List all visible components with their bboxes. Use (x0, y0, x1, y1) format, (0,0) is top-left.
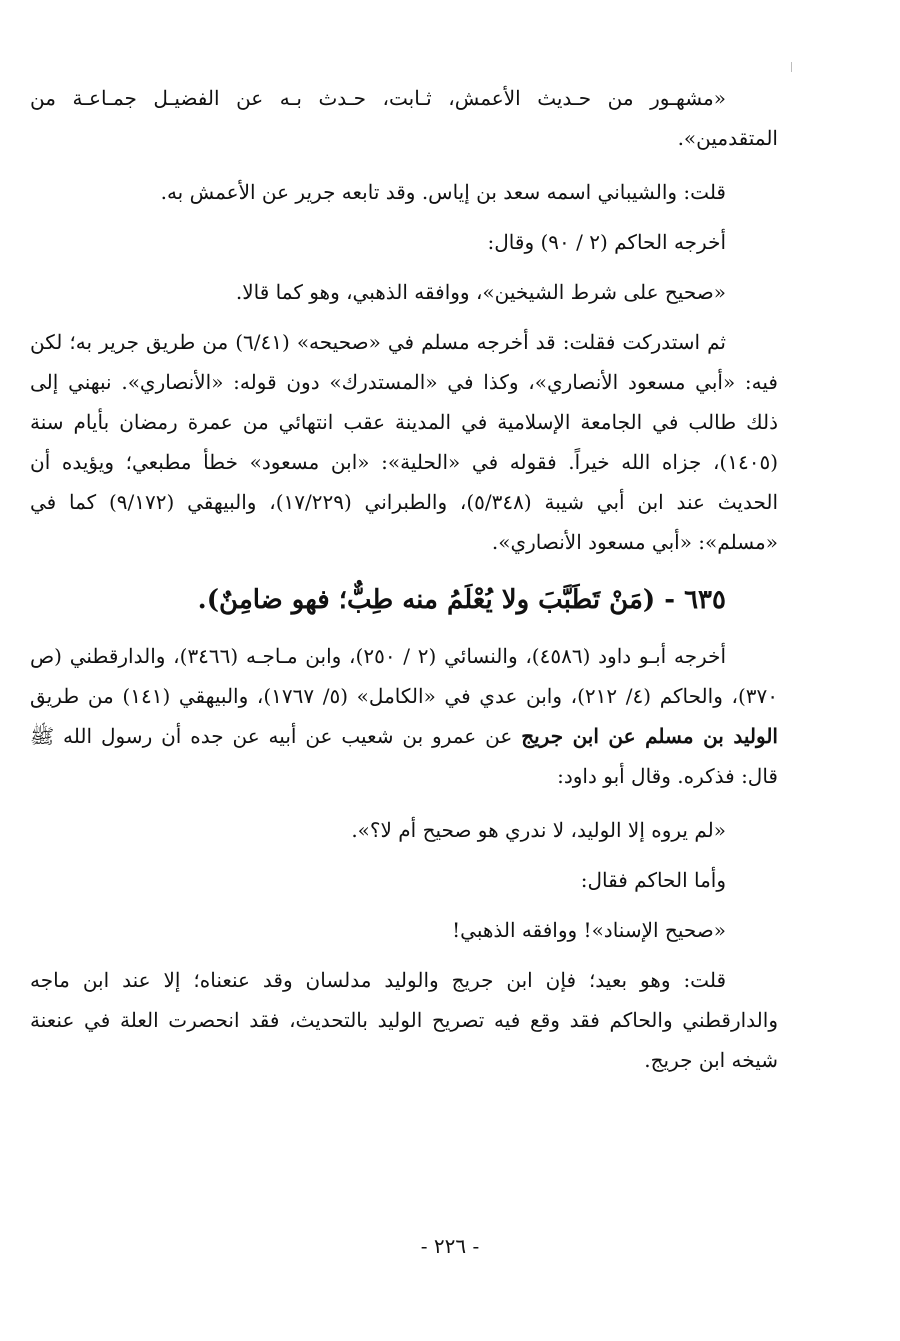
takhrij-bold-chain: الوليد بن مسلم عن ابن جريج (521, 724, 778, 748)
paragraph-hakim-quote: «صحيح على شرط الشيخين»، ووافقه الذهبي، وهو كما قالا. (235, 280, 726, 304)
paragraph-hakim-takhrij: أخرجه الحاكم (٢ / ٩٠) وقال: (487, 230, 726, 254)
hakim-quote-isnad: «صحيح الإسناد»! ووافقه الذهبي! (452, 918, 726, 942)
quote-paragraph-1: «مشهـور من حـديث الأعمش، ثـابت، حـدث بـه عن الفضيـل جمـاعـة من المتقدمين». (30, 86, 778, 150)
abu-dawud-quote: «لم يروه إلا الوليد، لا ندري هو صحيح أم لا؟». (351, 818, 726, 842)
paragraph-conclusion: قلت: وهو بعيد؛ فإن ابن جريج والوليد مدلسان وقد عنعناه؛ إلا عند ابن ماجه والدارقطني والحاكم فقد وقع فيه تصريح الوليد بالتحديث، فقد انحصرت العلة في عنعنة شيخه ابن جريج. (30, 968, 778, 1072)
paragraph-note-shaybani: قلت: والشيباني اسمه سعد بن إياس. وقد تابعه جرير عن الأعمش به. (160, 180, 726, 204)
paragraph-istidrak: ثم استدركت فقلت: قد أخرجه مسلم في «صحيحه» (٦/٤١) من طريق جرير به؛ لكن فيه: «أبي مسعود الأنصاري»، وكذا في «المستدرك» دون قوله: «الأنصاري». نبهني إلى ذلك طالب في الجامعة الإسلامية في المدينة عقب انتهائي من عمرة رمضان بأيام سنة (١٤٠٥)، جزاه الله خيراً. فقوله في «الحلية»: «ابن مسعود» خطأ مطبعي؛ ويؤيده أن الحديث عند ابن أبي شيبة (٥/٣٤٨)، والطبراني (١٧/٢٢٩)، والبيهقي (٩/١٧٢) كما في «مسلم»: «أبي مسعود الأنصاري». (30, 330, 779, 554)
takhrij-text-end: عن عمرو بن شعيب عن أبيه عن جده أن رسول الله ﷺ قال: فذكره. وقال أبو داود: (30, 724, 778, 788)
margin-mark (791, 62, 792, 72)
hadith-heading: ٦٣٥ - (مَنْ تَطَبَّبَ ولا يُعْلَمُ منه طِبٌّ؛ فهو ضامِنٌ). (197, 585, 726, 615)
paragraph-takhrij-635 (30, 636, 778, 796)
page-number: - ٢٢٦ - (420, 1234, 480, 1258)
paragraph-hakim-said: وأما الحاكم فقال: (580, 868, 726, 892)
page-body (30, 78, 778, 1080)
takhrij-text-start: أخرجه أبـو داود (٤٥٨٦)، والنسائي (٢ / ٢٥٠)، وابن مـاجـه (٣٤٦٦)، والدارقطني (ص ٣٧٠)، والحاكم (٤/ ٢١٢)، وابن عدي في «الكامل» (٥/ ١٧٦٧)، والبيهقي (١٤١) من طريق (30, 644, 778, 708)
